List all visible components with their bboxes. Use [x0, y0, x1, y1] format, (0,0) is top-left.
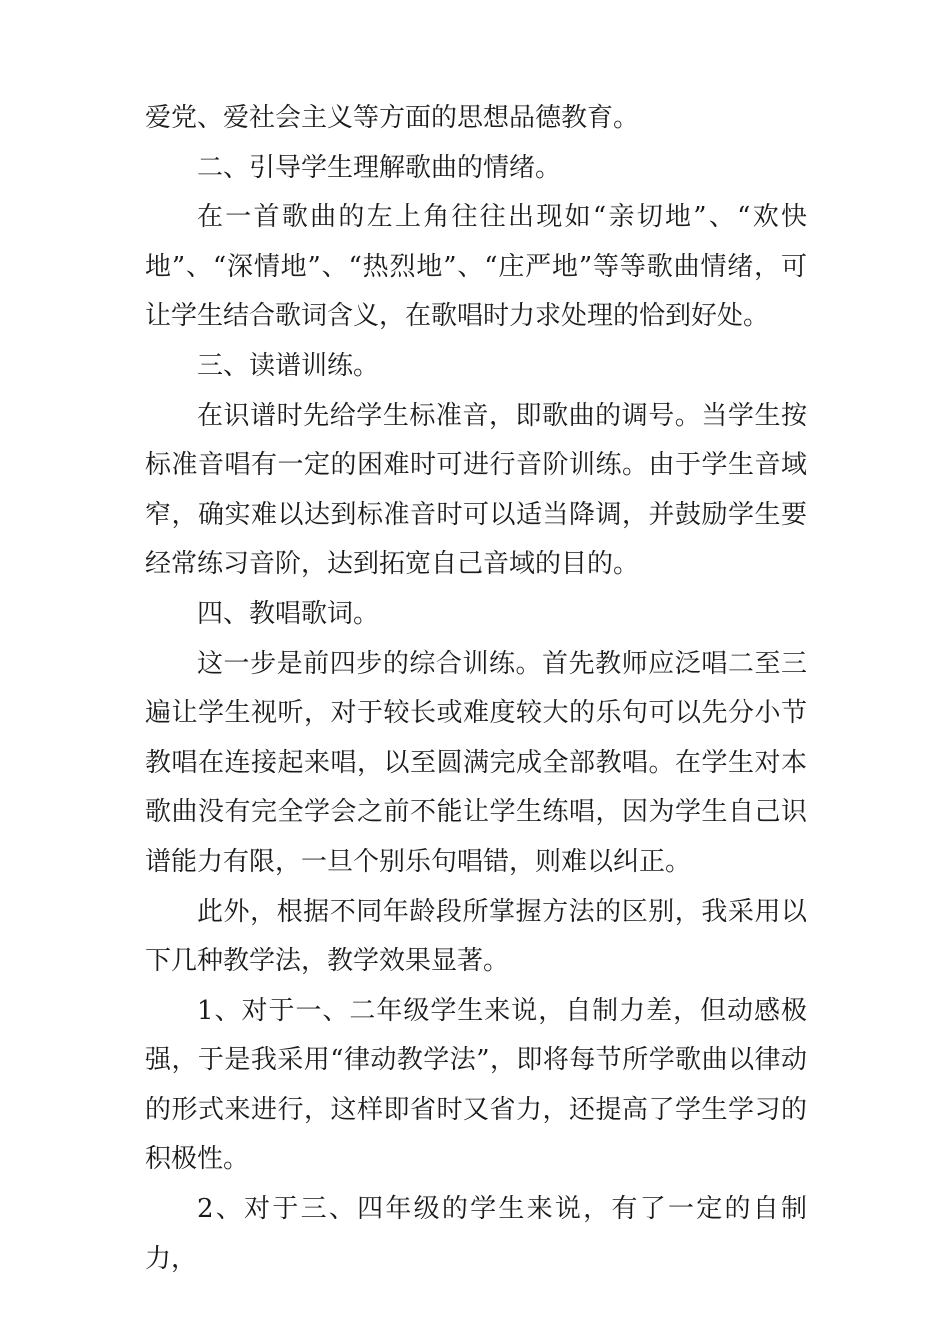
paragraph: 在识谱时先给学生标准音，即歌曲的调号。当学生按标准音唱有一定的困难时可进行音阶训练。由于学生音域窄，确实难以达到标准音时可以适当降调，并鼓励学生要经常练习音阶，达到拓宽自己音域的目的。: [145, 400, 807, 580]
list-item: 2、对于三、四年级的学生来说，有了一定的自制力，: [145, 1194, 807, 1274]
section-heading: 三、读谱训练。: [197, 350, 380, 381]
paragraph: 这一步是前四步的综合训练。首先教师应泛唱二至三遍让学生视听，对于较长或难度较大的乐句可以先分小节教唱在连接起来唱，以至圆满完成全部教唱。在学生对本歌曲没有完全学会之前不能让学生练唱，因为学生自己识谱能力有限，一旦个别乐句唱错，则难以纠正。: [145, 648, 807, 877]
document-body: [145, 94, 807, 1284]
paragraph: 在一首歌曲的左上角往往出现如“亲切地”、“欢快地”、“深情地”、“热烈地”、“庄严地”等等歌曲情绪，可让学生结合歌词含义，在歌唱时力求处理的恰到好处。: [145, 202, 807, 332]
paragraph: 此外，根据不同年龄段所掌握方法的区别，我采用以下几种教学法，教学效果显著。: [145, 896, 807, 977]
paragraph: 爱党、爱社会主义等方面的思想品德教育。: [145, 103, 640, 133]
section-heading: 四、教唱歌词。: [197, 598, 380, 629]
list-item: 1、对于一、二年级学生来说，自制力差，但动感极强，于是我采用“律动教学法”，即将每节所学歌曲以律动的形式来进行，这样即省时又省力，还提高了学生学习的积极性。: [145, 995, 807, 1175]
section-heading: 二、引导学生理解歌曲的情绪。: [197, 152, 562, 183]
